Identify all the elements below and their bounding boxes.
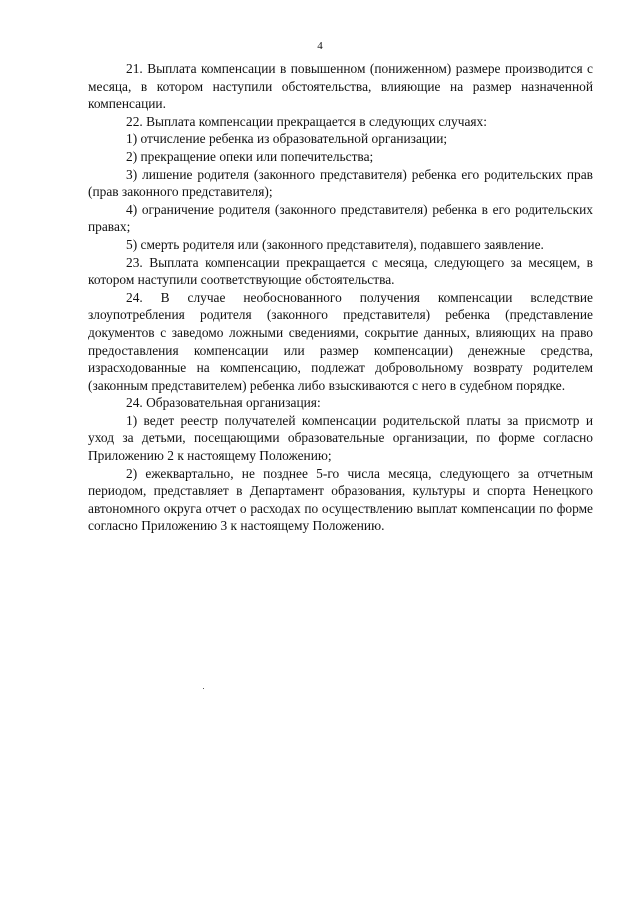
paragraph-22-item-3: 3) лишение родителя (законного представителя) ребенка его родительских прав (прав законного представителя); (88, 166, 593, 200)
document-body (88, 60, 593, 535)
paragraph-22: 22. Выплата компенсации прекращается в следующих случаях: (126, 113, 487, 129)
paragraph-24-item-1: 1) ведет реестр получателей компенсации родительской платы за присмотр и уход за детьми, посещающими образовательные организации, по форме согласно Приложению 2 к настоящему Положению; (88, 412, 593, 464)
paragraph-21: 21. Выплата компенсации в повышенном (пониженном) размере производится с месяца, в котором наступили обстоятельства, влияющие на размер назначенной компенсации. (88, 61, 593, 112)
paragraph-23: 23. Выплата компенсации прекращается с месяца, следующего за месяцем, в котором наступили соответствующие обстоятельства. (88, 254, 593, 288)
paragraph-24-organization: 24. Образовательная организация: (126, 395, 321, 411)
page-number: 4 (317, 40, 323, 52)
paragraph-22-item-1: 1) отчисление ребенка из образовательной организации; (126, 131, 448, 147)
scan-dot (203, 688, 204, 689)
paragraph-24-refund: 24. В случае необоснованного получения компенсации вследствие злоупотребления родителя (законного представителя) ребенка (представление документов с заведомо ложными сведениями, сокрытие данных, влияющих на право предоставления компенсации или размер компенсации) денежные средства, израсходованные на компенсацию, подлежат добровольному возврату родителем (законным представителем) ребенка либо взыскиваются с него в судебном порядке. (88, 289, 593, 393)
paragraph-22-item-5: 5) смерть родителя или (законного представителя), подавшего заявление. (126, 236, 544, 252)
paragraph-22-item-4: 4) ограничение родителя (законного представителя) ребенка в его родительских правах; (88, 201, 593, 235)
paragraph-22-item-2: 2) прекращение опеки или попечительства; (126, 148, 374, 164)
paragraph-24-item-2: 2) ежеквартально, не позднее 5-го числа месяца, следующего за отчетным периодом, представляет в Департамент образования, культуры и спорта Ненецкого автономного округа отчет о расходах по осуществлению выплат компенсации по форме согласно Приложению 3 к настоящему Положению. (88, 465, 593, 534)
